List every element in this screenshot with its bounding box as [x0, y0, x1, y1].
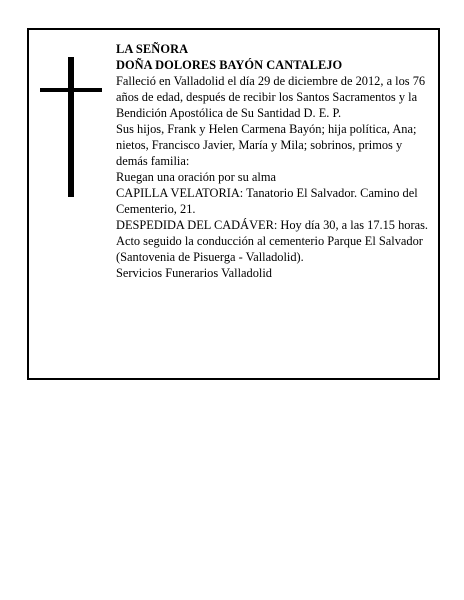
wake-chapel: CAPILLA VELATORIA: Tanatorio El Salvador. Camino del Cementerio, 21. — [116, 186, 418, 216]
funeral-farewell: DESPEDIDA DEL CADÁVER: Hoy día 30, a las 17.15 horas. Acto seguido la conducción al cementerio Parque El Salvador (Santovenia de Pisuerga - Valladolid). — [116, 218, 429, 264]
deceased-name: DOÑA DOLORES BAYÓN CANTALEJO — [116, 58, 343, 72]
prayer-request: Ruegan una oración por su alma — [116, 170, 276, 184]
funeral-services: Servicios Funerarios Valladolid — [116, 266, 273, 280]
death-announcement: Falleció en Valladolid el día 29 de diciembre de 2012, a los 76 años de edad, después de recibir los Santos Sacramentos y la Bendición Apostólica de Su Santidad D. E. P. — [116, 74, 426, 120]
obituary-notice — [27, 28, 440, 380]
notice-text — [116, 41, 430, 281]
cross-vertical-bar — [68, 57, 74, 197]
family-list: Sus hijos, Frank y Helen Carmena Bayón; hija política, Ana; nietos, Francisco Javier, María y Mila; sobrinos, primos y demás familia: — [116, 122, 417, 168]
notice-heading: LA SEÑORA — [116, 42, 189, 56]
cross-horizontal-bar — [40, 88, 102, 92]
